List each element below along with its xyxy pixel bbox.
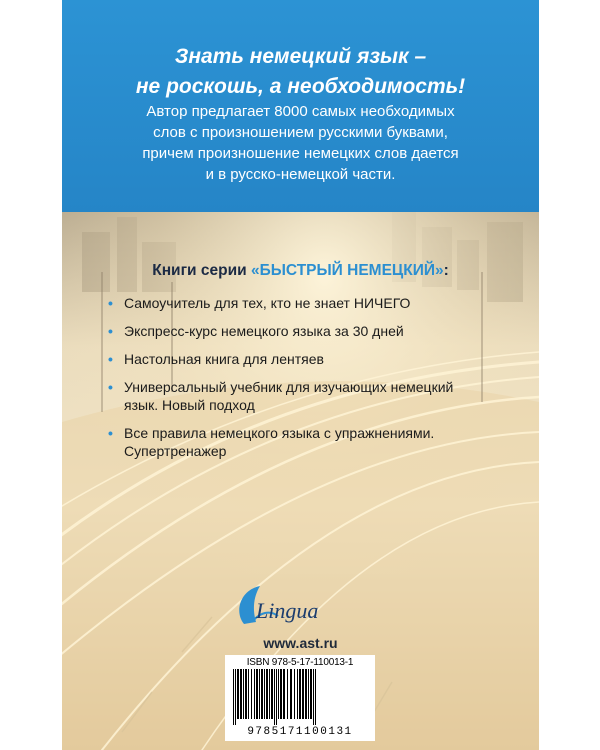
series-prefix: Книги серии — [152, 262, 251, 279]
description-line: и в русско-немецкой части. — [205, 166, 396, 183]
barcode-number: 9785171100131 — [247, 726, 353, 738]
barcode-bar — [297, 669, 298, 719]
logo-wordmark: Lingua — [256, 598, 319, 623]
bullet-icon: • — [108, 351, 113, 367]
book-back-cover — [62, 0, 539, 750]
bullet-icon: • — [108, 425, 113, 441]
barcode-bar — [313, 669, 314, 725]
description-line: слов с произношением русскими буквами, — [153, 124, 448, 141]
list-item — [108, 350, 518, 368]
barcode-bar — [259, 669, 260, 719]
barcode-bar — [261, 669, 263, 719]
barcode-bar — [302, 669, 304, 719]
barcode-bar — [251, 669, 252, 719]
book-title: Настольная книга для лентяев — [124, 351, 324, 367]
barcode-bar — [294, 669, 295, 719]
bullet-icon: • — [108, 323, 113, 339]
book-title: Самоучитель для тех, кто не знает НИЧЕГО — [124, 295, 411, 311]
barcode-bar — [274, 669, 275, 725]
isbn-label: ISBN 978-5-17-110013-1 — [246, 657, 354, 668]
book-title: Экспресс-курс немецкого языка за 30 дней — [124, 323, 404, 339]
isbn-block — [225, 655, 375, 741]
barcode-bar — [299, 669, 301, 719]
cover-headline — [62, 42, 539, 102]
book-title: Все правила немецкого языка с упражнениями. — [124, 425, 435, 441]
barcode-bar — [287, 669, 288, 719]
barcode-bar — [264, 669, 265, 719]
book-title: Универсальный учебник для изучающих немецкий — [124, 379, 454, 395]
barcode-bar — [240, 669, 242, 719]
description-line: причем произношение немецких слов дается — [142, 145, 459, 162]
description-line: Автор предлагает 8000 самых необходимых — [146, 103, 455, 120]
barcode — [231, 669, 369, 725]
barcode-bar — [256, 669, 258, 719]
series-suffix: : — [443, 262, 449, 279]
barcode-bar — [276, 669, 277, 725]
barcode-bar — [266, 669, 268, 719]
headline-line: Знать немецкий язык – — [174, 45, 427, 68]
list-item — [108, 424, 518, 460]
book-title-continued: язык. Новый подход — [124, 397, 255, 413]
barcode-bar — [271, 669, 273, 719]
list-item — [108, 322, 518, 340]
barcode-bar — [233, 669, 234, 725]
bullet-icon: • — [108, 379, 113, 395]
barcode-bar — [237, 669, 239, 719]
barcode-bar — [308, 669, 309, 719]
barcode-bar — [290, 669, 292, 719]
barcode-bar — [245, 669, 247, 719]
barcode-bar — [278, 669, 279, 719]
list-item — [108, 294, 518, 312]
bullet-icon: • — [108, 295, 113, 311]
publisher-url: www.ast.ru — [263, 635, 338, 651]
barcode-bar — [248, 669, 249, 719]
series-heading — [62, 262, 539, 280]
barcode-bar — [310, 669, 312, 719]
cover-description — [62, 101, 539, 185]
barcode-bar — [269, 669, 270, 719]
barcode-bar — [243, 669, 244, 719]
barcode-bar — [315, 669, 316, 725]
barcode-bar — [280, 669, 282, 719]
series-brand-name: «БЫСТРЫЙ НЕМЕЦКИЙ» — [250, 262, 444, 279]
barcode-bar — [254, 669, 255, 719]
barcode-bar — [283, 669, 285, 719]
barcode-bar — [235, 669, 236, 725]
list-item — [108, 378, 518, 414]
series-book-list — [108, 294, 518, 470]
headline-line: не роскошь, а необходимость! — [135, 75, 466, 98]
lingua-logo — [230, 582, 370, 628]
book-title-continued: Супертренажер — [124, 443, 227, 459]
barcode-bar — [305, 669, 307, 719]
